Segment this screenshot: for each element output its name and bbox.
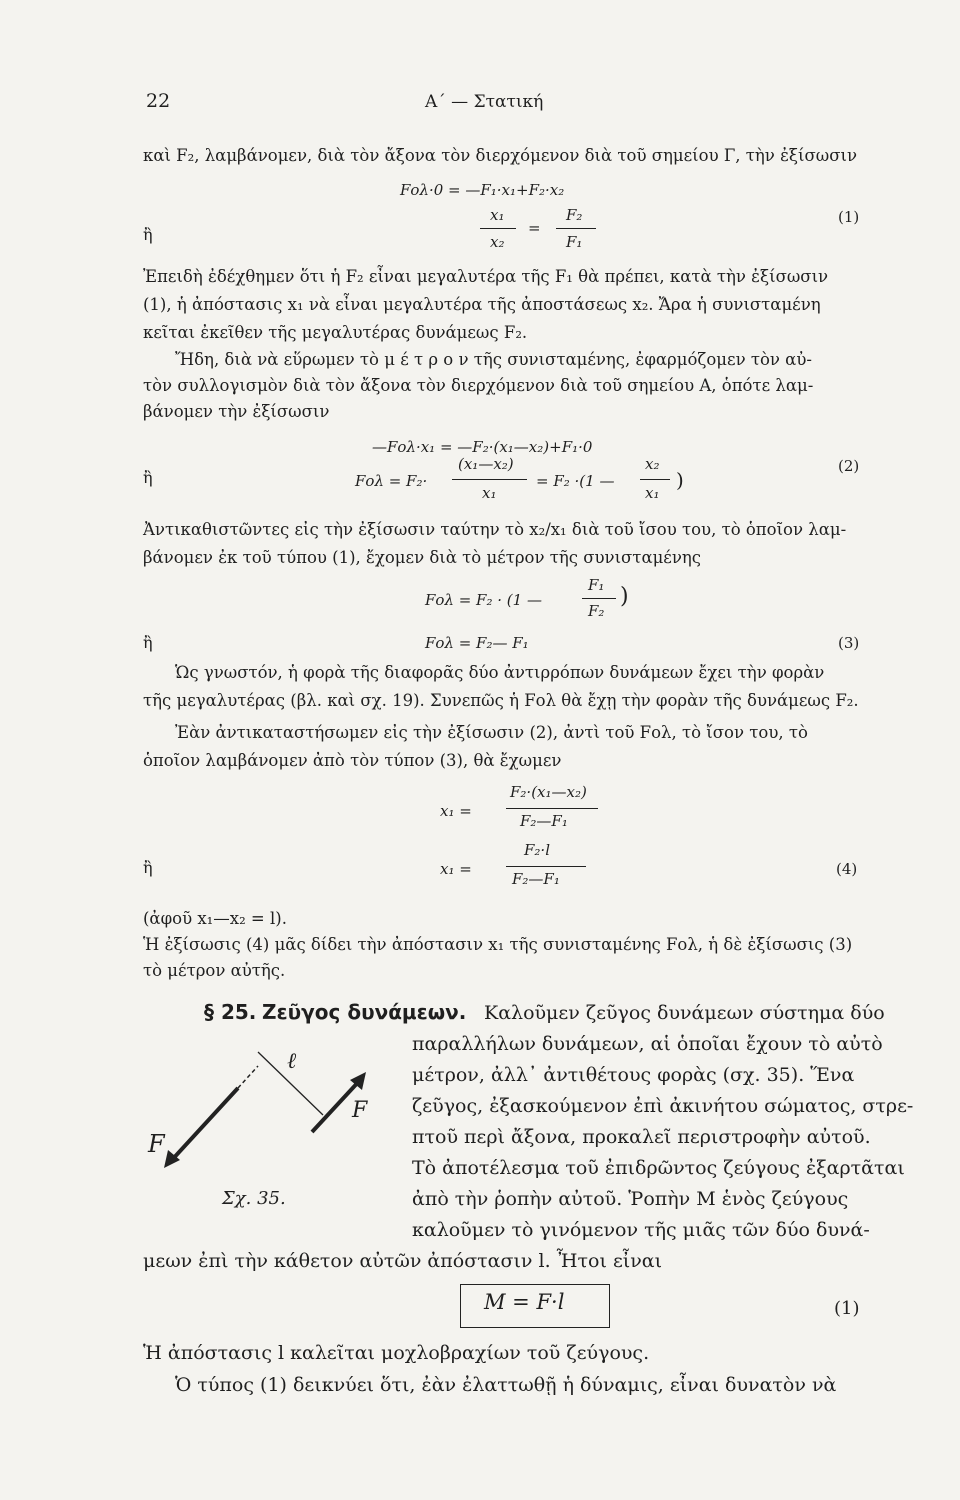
para2-line-1: Ἐπειδὴ ἐδέχθημεν ὅτι ἡ F₂ εἶναι μεγαλυτέρα τῆς F₁ θὰ πρέπει, κατὰ τὴν ἐξίσωσιν bbox=[143, 267, 829, 286]
eq1-prefix: ἢ bbox=[143, 225, 153, 244]
eq1-num-right: F₂ bbox=[566, 206, 583, 224]
para7-line-1: Ἡ ἀπόστασις l καλεῖται μοχλοβραχίων τοῦ ζεύγους. bbox=[143, 1342, 650, 1364]
eq3-body: Fολ = F₂— F₁ bbox=[425, 634, 529, 652]
eq1-equals: = bbox=[528, 219, 541, 237]
eq2-lhs: Fολ = F₂· bbox=[355, 472, 428, 490]
para2-line-2: (1), ἡ ἀπόστασις x₁ νὰ εἶναι μεγαλυτέρα τῆς ἀποστάσεως x₂. Ἄρα ἡ συνισταμένη bbox=[143, 295, 821, 314]
eq2-frac2 bbox=[640, 479, 670, 480]
para7-line-2: Ὁ τύπος (1) δεικνύει ὅτι, ἐὰν ἐλαττωθῇ ἡ δύναμις, εἶναι δυνατὸν νὰ bbox=[175, 1374, 837, 1396]
para4-line-1: Ἀντικαθιστῶντες εἰς τὴν ἐξίσωσιν ταύτην τὸ x₂/x₁ διὰ τοῦ ἴσου του, τὸ ὁποῖον λαμ- bbox=[143, 520, 847, 539]
section-line-2: παραλλήλων δυνάμεων, αἱ ὁποῖαι ἔχουν τὸ αὐτὸ bbox=[412, 1033, 883, 1055]
para4-line-2: βάνομεν ἐκ τοῦ τύπου (1), ἔχομεν διὰ τὸ μέτρον τῆς συνισταμένης bbox=[143, 548, 702, 567]
eqc-den: F₂ bbox=[588, 602, 605, 620]
para2-line-3: κεῖται ἐκεῖθεν τῆς μεγαλυτέρας δυνάμεως F₂. bbox=[143, 323, 528, 342]
section-line-6: Τὸ ἀποτέλεσμα τοῦ ἐπιδρῶντος ζεύγους ἐξαρτᾶται bbox=[412, 1157, 905, 1179]
section-line-8: καλοῦμεν τὸ γινόμενον τῆς μιᾶς τῶν δύο δυνά- bbox=[412, 1219, 870, 1241]
eqc-close: ) bbox=[620, 584, 629, 609]
para5-line-3: Ἐὰν ἀντικαταστήσωμεν εἰς τὴν ἐξίσωσιν (2), ἀντὶ τοῦ Fολ, τὸ ἴσον του, τὸ bbox=[175, 723, 808, 742]
eq1-den-right: F₁ bbox=[566, 233, 583, 251]
paragraph-1: καὶ F₂, λαμβάνομεν, διὰ τὸν ἄξονα τὸν διερχόμενον διὰ τοῦ σημείου Γ, τὴν ἐξίσωσιν bbox=[143, 146, 857, 165]
section-line-1: Καλοῦμεν ζεῦγος δυνάμεων σύστημα δύο bbox=[484, 1002, 885, 1024]
section-line-4: ζεῦγος, ἐξασκούμενον ἐπὶ ἀκινήτου σώματος, στρε- bbox=[412, 1095, 914, 1117]
eq2-num: (x₁—x₂) bbox=[458, 455, 514, 473]
para5-line-1: Ὡς γνωστόν, ἡ φορὰ τῆς διαφορᾶς δύο ἀντιρρόπων δυνάμεων ἔχει τὴν φορὰν bbox=[175, 663, 825, 682]
figure-label-F-left: F bbox=[148, 1130, 165, 1158]
figure-label-F-right: F bbox=[352, 1098, 368, 1123]
figure-caption: Σχ. 35. bbox=[222, 1188, 286, 1209]
para6-line-1: (ἀφοῦ x₁—x₂ = l). bbox=[143, 909, 287, 928]
eq4-label: (4) bbox=[836, 860, 858, 878]
eq4-den: F₂—F₁ bbox=[512, 870, 560, 888]
eq4-prefix: ἢ bbox=[143, 858, 153, 877]
moment-formula: M = F·l bbox=[484, 1290, 565, 1314]
eq3-prefix: ἢ bbox=[143, 633, 153, 652]
eqc-num: F₁ bbox=[588, 576, 605, 594]
page-number: 22 bbox=[146, 90, 171, 112]
eqc-frac bbox=[582, 598, 616, 599]
eq2-den2: x₁ bbox=[645, 484, 660, 502]
eq4-lhs: x₁ = bbox=[440, 860, 472, 878]
eq1-label: (1) bbox=[838, 208, 860, 226]
eq1-den-left: x₂ bbox=[490, 233, 505, 251]
eq2-close: ) bbox=[676, 468, 684, 492]
eq2-frac bbox=[452, 479, 527, 480]
section-title: Ζεῦγος δυνάμεων. bbox=[262, 1000, 467, 1024]
equation-moments-gamma: Fολ·0 = —F₁·x₁+F₂·x₂ bbox=[400, 181, 565, 199]
section-full-line: μεων ἐπὶ τὴν κάθετον αὐτῶν ἀπόστασιν l. Ἦτοι εἶναι bbox=[143, 1250, 663, 1272]
eqc-lhs: Fολ = F₂ · (1 — bbox=[425, 591, 542, 609]
moment-formula-label: (1) bbox=[834, 1298, 860, 1319]
para3-line-2: τὸν συλλογισμὸν διὰ τὸν ἄξονα τὸν διερχόμενον διὰ τοῦ σημείου Α, ὁπότε λαμ- bbox=[143, 376, 814, 395]
eqd-frac bbox=[506, 808, 598, 809]
eq3-label: (3) bbox=[838, 634, 860, 652]
para3-line-1: Ἤδη, διὰ νὰ εὕρωμεν τὸ μ έ τ ρ ο ν τῆς συνισταμένης, ἐφαρμόζομεν τὸν αὐ- bbox=[175, 350, 812, 369]
section-line-5: πτοῦ περὶ ἄξονα, προκαλεῖ περιστροφὴν αὐτοῦ. bbox=[412, 1126, 871, 1148]
left-force-line bbox=[170, 1088, 238, 1162]
para6-line-2: Ἡ ἐξίσωσις (4) μᾶς δίδει τὴν ἀπόστασιν x₁ τῆς συνισταμένης Fολ, ἡ δὲ ἐξίσωσις (3) bbox=[143, 935, 853, 954]
para5-line-2: τῆς μεγαλυτέρας (βλ. καὶ σχ. 19). Συνεπῶς ἡ Fολ θὰ ἔχῃ τὴν φορὰν τῆς δυνάμεως F₂. bbox=[143, 691, 859, 710]
running-head: Α΄ — Στατική bbox=[425, 92, 544, 112]
eq2-prefix: ἢ bbox=[143, 468, 153, 487]
para3-line-3: βάνομεν τὴν ἐξίσωσιν bbox=[143, 402, 330, 421]
eq2-label: (2) bbox=[838, 457, 860, 475]
eqd-lhs: x₁ = bbox=[440, 802, 472, 820]
section-line-7: ἀπὸ τὴν ῥοπὴν αὐτοῦ. Ῥοπὴν Μ ἑνὸς ζεύγους bbox=[412, 1188, 849, 1210]
eq2-mid: = F₂ ·(1 — bbox=[536, 472, 615, 490]
eq2-num2: x₂ bbox=[645, 455, 660, 473]
eq1-num-left: x₁ bbox=[490, 206, 505, 224]
figure-label-l: ℓ bbox=[287, 1049, 297, 1074]
section-line-3: μέτρον, ἀλλ᾽ ἀντιθέτους φορὰς (σχ. 35). Ἕνα bbox=[412, 1064, 855, 1086]
left-extension-dashed bbox=[238, 1066, 258, 1088]
para5-line-4: ὁποῖον λαμβάνομεν ἀπὸ τὸν τύπον (3), θὰ ἔχωμεν bbox=[143, 751, 562, 770]
eq4-num: F₂·l bbox=[524, 841, 550, 859]
eq1-frac-left bbox=[480, 228, 516, 229]
equation-moments-a: —Fολ·x₁ = —F₂·(x₁—x₂)+F₁·0 bbox=[372, 438, 593, 456]
eq2-den: x₁ bbox=[482, 484, 497, 502]
eqd-num: F₂·(x₁—x₂) bbox=[510, 783, 587, 801]
figure-35 bbox=[140, 1030, 390, 1210]
section-number: § 25. bbox=[204, 1000, 257, 1024]
eq4-frac bbox=[506, 866, 586, 867]
eqd-den: F₂—F₁ bbox=[520, 812, 568, 830]
para6-line-3: τὸ μέτρον αὐτῆς. bbox=[143, 961, 286, 980]
eq1-frac-right bbox=[556, 228, 596, 229]
